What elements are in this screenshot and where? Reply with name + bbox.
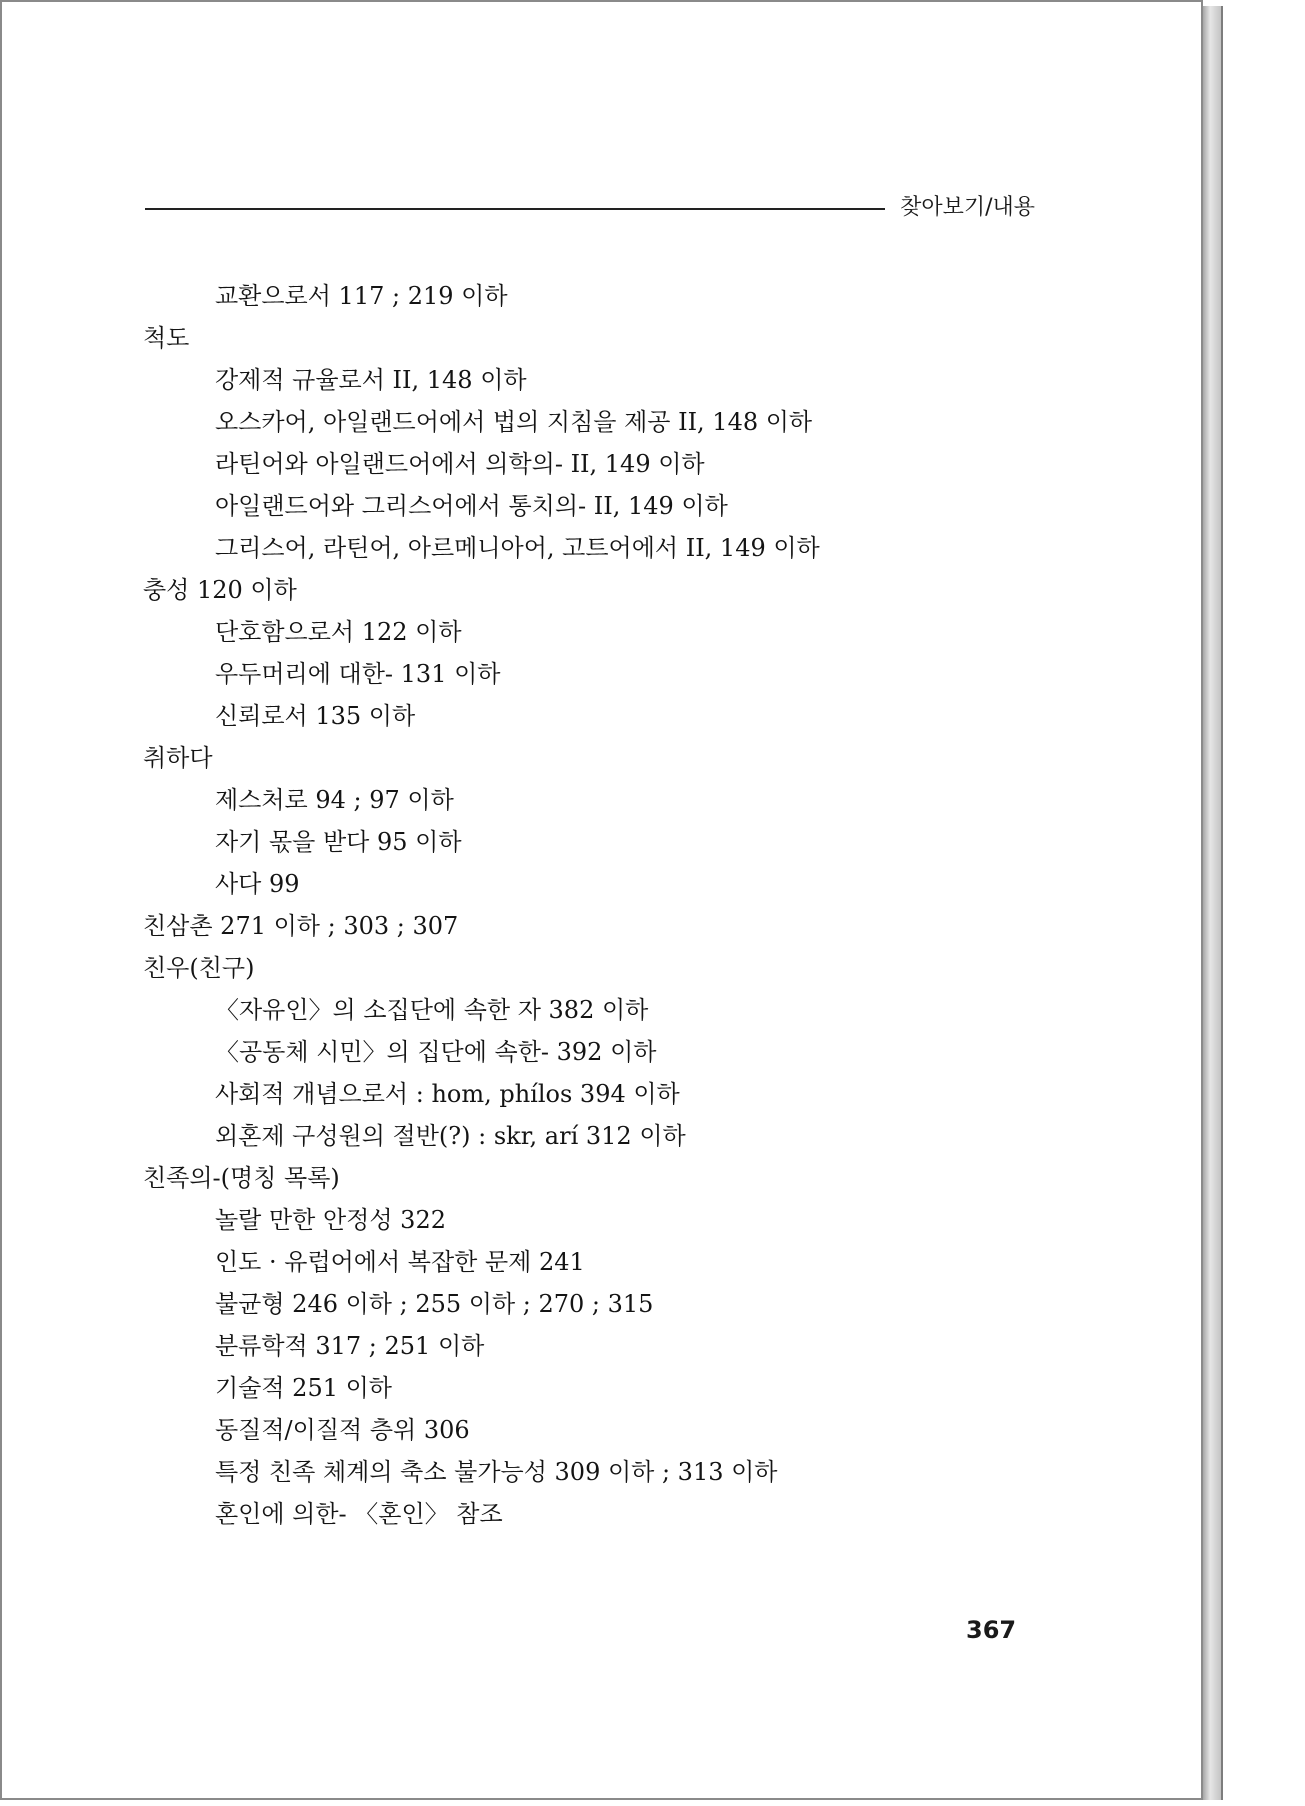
index-subentry: 놀랄 만한 안정성 322 bbox=[215, 1206, 446, 1234]
index-entry: 충성 120 이하 bbox=[143, 576, 297, 604]
index-entry: 친우(친구) bbox=[143, 954, 255, 982]
index-subentry: 동질적/이질적 층위 306 bbox=[215, 1416, 470, 1444]
index-subentry: 교환으로서 117 ; 219 이하 bbox=[215, 282, 508, 310]
index-entry: 친삼촌 271 이하 ; 303 ; 307 bbox=[143, 912, 459, 940]
index-subentry: 불균형 246 이하 ; 255 이하 ; 270 ; 315 bbox=[215, 1290, 654, 1318]
index-subentry: 라틴어와 아일랜드어에서 의학의- II, 149 이하 bbox=[215, 450, 705, 478]
index-subentry: 〈공동체 시민〉의 집단에 속한- 392 이하 bbox=[215, 1038, 657, 1066]
index-subentry: 신뢰로서 135 이하 bbox=[215, 702, 416, 730]
index-subentry: 〈자유인〉의 소집단에 속한 자 382 이하 bbox=[215, 996, 649, 1024]
index-subentry: 자기 몫을 받다 95 이하 bbox=[215, 828, 462, 856]
index-subentry: 단호함으로서 122 이하 bbox=[215, 618, 462, 646]
index-subentry: 오스카어, 아일랜드어에서 법의 지침을 제공 II, 148 이하 bbox=[215, 408, 813, 436]
index-entry: 친족의-(명칭 목록) bbox=[143, 1164, 340, 1192]
index-entry: 취하다 bbox=[143, 744, 213, 772]
index-subentry: 사다 99 bbox=[215, 870, 300, 898]
header-rule bbox=[145, 208, 885, 210]
index-subentry: 우두머리에 대한- 131 이하 bbox=[215, 660, 501, 688]
index-subentry: 외혼제 구성원의 절반(?) : skr, arí 312 이하 bbox=[215, 1122, 686, 1150]
header-title: 찾아보기/내용 bbox=[900, 195, 1035, 220]
running-header bbox=[145, 196, 1035, 236]
page-stack-edge bbox=[1203, 6, 1223, 1800]
index-subentry: 혼인에 의한- 〈혼인〉 참조 bbox=[215, 1500, 503, 1528]
index-subentry: 분류학적 317 ; 251 이하 bbox=[215, 1332, 485, 1360]
index-subentry: 사회적 개념으로서 : hom, phílos 394 이하 bbox=[215, 1080, 680, 1108]
index-subentry: 아일랜드어와 그리스어에서 통치의- II, 149 이하 bbox=[215, 492, 728, 520]
index-entry: 척도 bbox=[143, 324, 190, 352]
index-subentry: 인도 · 유럽어에서 복잡한 문제 241 bbox=[215, 1248, 585, 1276]
page-number: 367 bbox=[966, 1616, 1017, 1644]
index-subentry: 특정 친족 체계의 축소 불가능성 309 이하 ; 313 이하 bbox=[215, 1458, 778, 1486]
index-subentry: 제스처로 94 ; 97 이하 bbox=[215, 786, 454, 814]
index-subentry: 그리스어, 라틴어, 아르메니아어, 고트어에서 II, 149 이하 bbox=[215, 534, 820, 562]
index-subentry: 강제적 규율로서 II, 148 이하 bbox=[215, 366, 527, 394]
index-subentry: 기술적 251 이하 bbox=[215, 1374, 392, 1402]
